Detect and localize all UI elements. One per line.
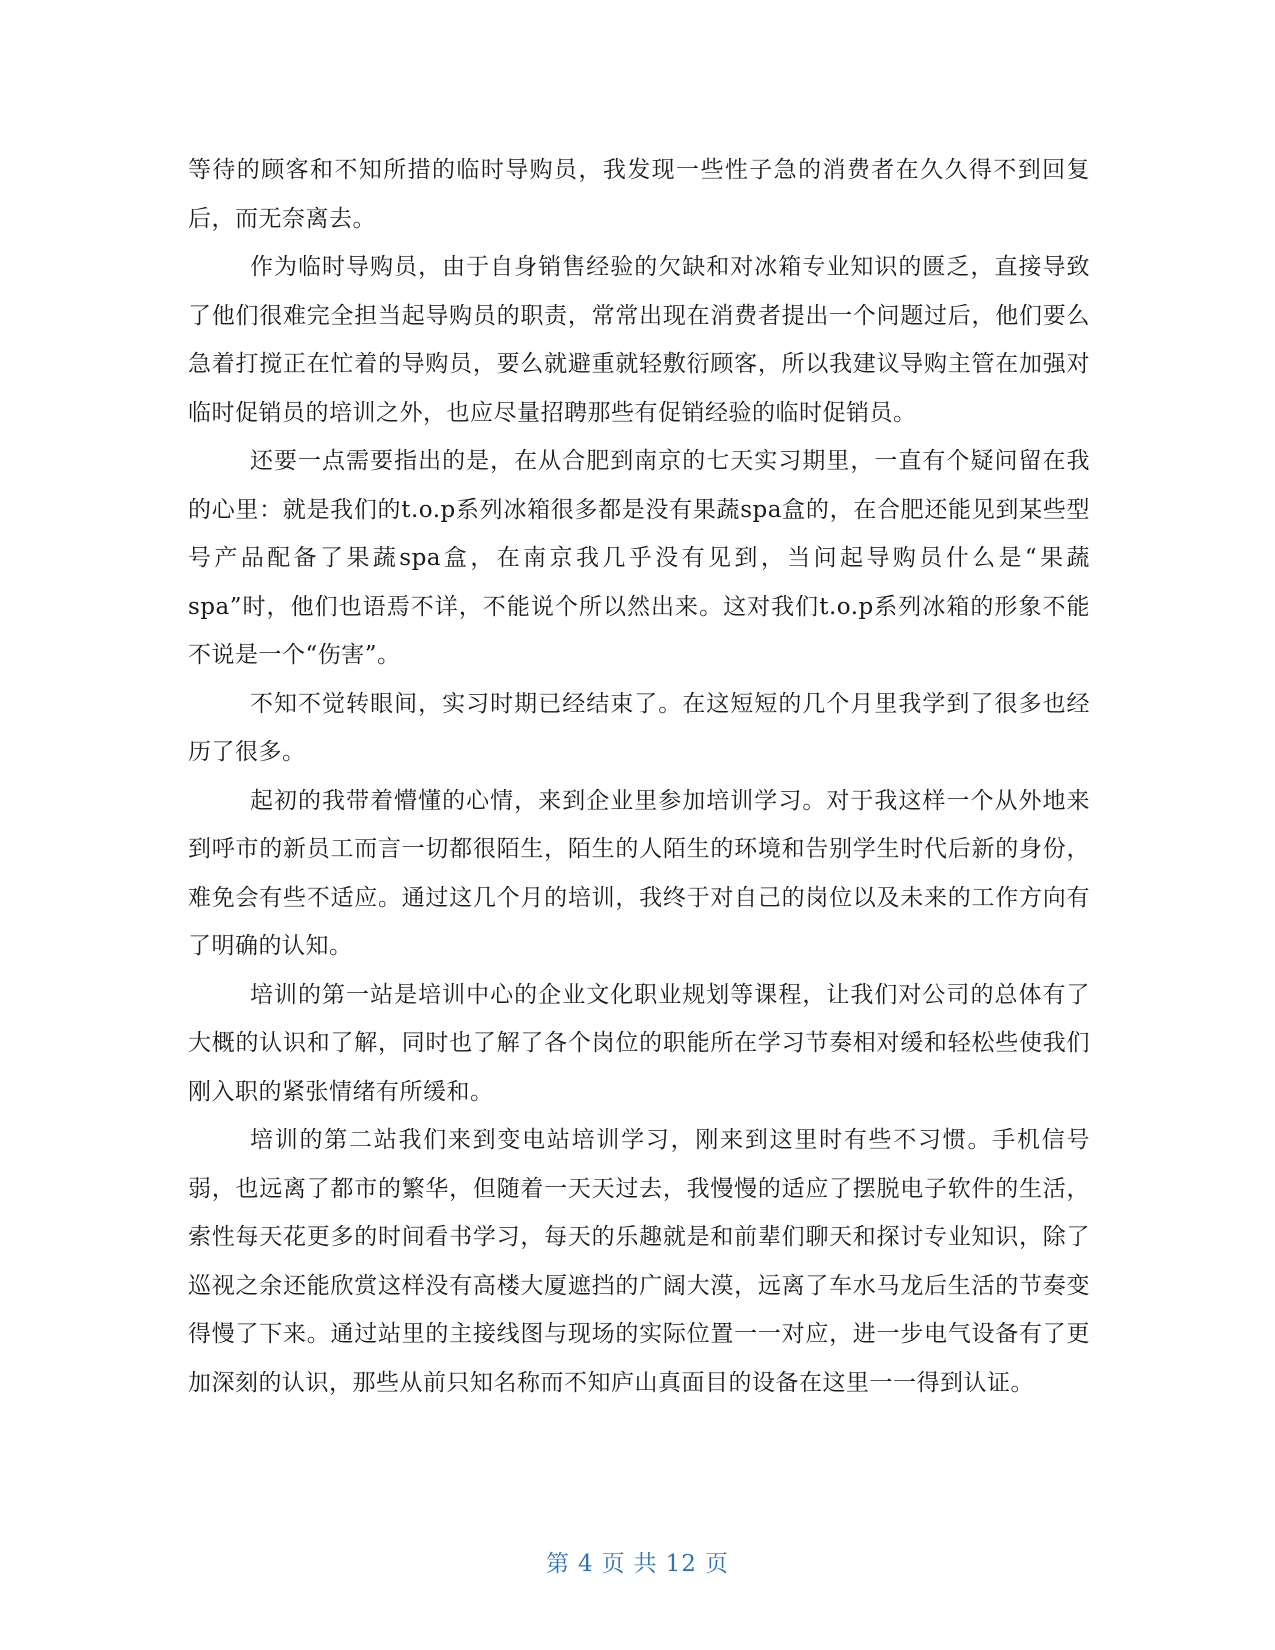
paragraph-4: 不知不觉转眼间，实习时期已经结束了。在这短短的几个月里我学到了很多也经历了很多。 (188, 690, 1090, 765)
footer-total-pages: 12 (665, 1551, 697, 1577)
paragraph-7: 培训的第二站我们来到变电站培训学习，刚来到这里时有些不习惯。手机信号弱，也远离了都市的繁华，但随着一天天过去，我慢慢的适应了摆脱电子软件的生活，索性每天花更多的时间看书学习，每天的乐趣就是和前辈们聊天和探讨专业知识，除了巡视之余还能欣赏这样没有高楼大厦遮挡的广阔大漠，远离了车水马龙后生活的节奏变得慢了下来。通过站里的主接线图与现场的实际位置一一对应，进一步电气设备有了更加深刻的认识，那些从前只知名称而不知庐山真面目的设备在这里一一得到认证。 (188, 1127, 1090, 1396)
paragraph-6: 培训的第一站是培训中心的企业文化职业规划等课程，让我们对公司的总体有了大概的认识和了解，同时也了解了各个岗位的职能所在学习节奏相对缓和轻松些使我们刚入职的紧张情绪有所缓和。 (188, 981, 1090, 1105)
footer-total-label: 共 (633, 1551, 658, 1577)
paragraph-2: 作为临时导购员，由于自身销售经验的欠缺和对冰箱专业知识的匮乏，直接导致了他们很难完全担当起导购员的职责，常常出现在消费者提出一个问题过后，他们要么急着打搅正在忙着的导购员，要么就避重就轻敷衍顾客，所以我建议导购主管在加强对临时促销员的培训之外，也应尽量招聘那些有促销经验的临时促销员。 (188, 254, 1090, 426)
footer-suffix: 页 (704, 1551, 729, 1577)
paragraph-3: 还要一点需要指出的是，在从合肥到南京的七天实习期里，一直有个疑问留在我的心里：就是我们的t.o.p系列冰箱很多都是没有果蔬spa盒的，在合肥还能见到某些型号产品配备了果蔬spa盒，在南京我几乎没有见到，当问起导购员什么是“果蔬spa”时，他们也语焉不详，不能说个所以然出来。这对我们t.o.p系列冰箱的形象不能不说是一个“伤害”。 (188, 448, 1090, 668)
paragraph-1: 等待的顾客和不知所措的临时导购员，我发现一些性子急的消费者在久久得不到回复后，而无奈离去。 (188, 157, 1090, 232)
document-body (188, 146, 1090, 1407)
footer-current-page: 4 (578, 1551, 594, 1577)
footer-page-unit: 页 (601, 1551, 626, 1577)
footer-prefix: 第 (546, 1551, 571, 1577)
paragraph-5: 起初的我带着懵懂的心情，来到企业里参加培训学习。对于我这样一个从外地来到呼市的新员工而言一切都很陌生，陌生的人陌生的环境和告别学生时代后新的身份，难免会有些不适应。通过这几个月的培训，我终于对自己的岗位以及未来的工作方向有了明确的认知。 (188, 787, 1090, 959)
page-footer (0, 1545, 1275, 1578)
